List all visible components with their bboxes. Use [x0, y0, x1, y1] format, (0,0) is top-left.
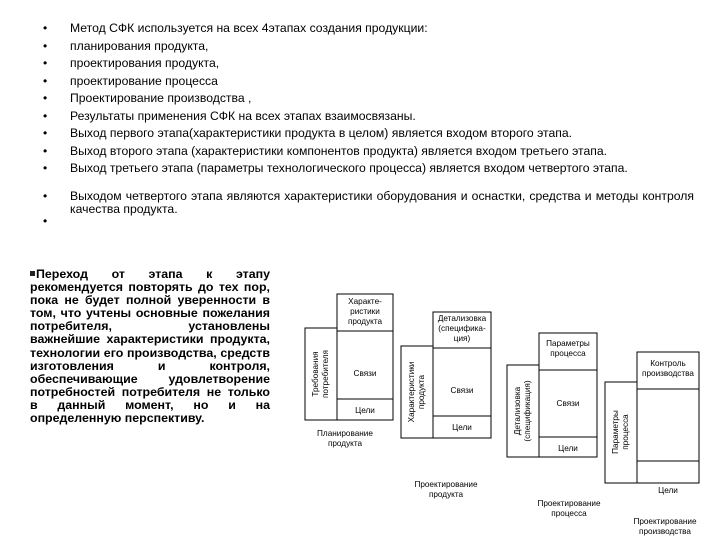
- house-2-top-line: ция): [453, 334, 471, 343]
- bullet-text: • Результаты применения СФК на всех этапах взаимосвязаны.: [70, 108, 416, 123]
- house-1-caption-line: продукта: [327, 439, 363, 448]
- bullet-text: • Метод СФК используется на всех 4этапах создания продукции:: [70, 21, 428, 35]
- house-2-bottom-label: Цели: [452, 423, 472, 432]
- house-1-caption-line: Планирование: [317, 429, 373, 438]
- house-1-top-line: ристики: [350, 307, 380, 316]
- house-1-middle-box: [337, 331, 393, 399]
- house-3-top-line: Параметры: [546, 339, 590, 348]
- house-3-top-line: процесса: [550, 349, 586, 358]
- bullet-text: • проектирование процесса: [70, 73, 218, 88]
- house-4-top-line: производства: [642, 369, 694, 378]
- house-2-caption-line: продукта: [428, 490, 464, 499]
- bullet-text: • Выход третьего этапа (параметры технологического процесса) является входом четвертого этапа.: [70, 161, 628, 175]
- house-2-side-line: Характеристики: [407, 361, 416, 423]
- house-2-caption-line: Проектирование: [414, 480, 478, 489]
- house-3-side-line: (спецификация): [523, 380, 532, 442]
- house-1-top-line: Характе-: [348, 297, 382, 306]
- house-3-caption-line: Проектирование: [537, 499, 601, 508]
- house-1-bottom-label: Цели: [355, 406, 375, 415]
- house-4-top-line: Контроль: [650, 359, 686, 368]
- bullet-text: • Выход первого этапа(характеристики продукта в целом) является входом второго этапа.: [70, 126, 573, 140]
- house-4-side-line: процесса: [621, 414, 630, 450]
- house-1-side-line: Требования: [311, 351, 320, 397]
- house-3-caption-line: процесса: [551, 509, 587, 518]
- bullet-text: • проектирования продукта,: [70, 56, 220, 70]
- house-4-bottom-box: [637, 461, 699, 483]
- bullet-text: • планирования продукта,: [70, 38, 209, 53]
- house-2-middle-box: [433, 348, 491, 416]
- house-1-middle-label: Связи: [353, 369, 377, 378]
- house-2-side-line: продукта: [417, 374, 426, 410]
- house-2-middle-label: Связи: [450, 386, 474, 395]
- house-4-bottom-label: Цели: [658, 486, 678, 495]
- bullet-text: • Выход второго этапа (характеристики компонентов продукта) является входом третьего этапа.: [70, 143, 608, 158]
- house-4-caption-line: Проектирование: [633, 517, 697, 526]
- house-4-caption-line: производства: [639, 527, 691, 536]
- bullet-text: • Проектирование производства ,: [70, 91, 252, 105]
- paragraph-text: Переход от этапа к этапу рекомендуется повторять до тех пор, пока не будет полной уверенности в том, что учтены основные пожелания потребителя, установлены важнейшие характеристики продукта, технологии его производства, средств изготовления и контроля, обеспечивающие удовлетворение потребностей потребителя не только в данный момент, но и на определенную перспективу.: [30, 267, 270, 426]
- house-2-top-line: (специфика-: [438, 324, 486, 333]
- house-1-top-line: продукта: [347, 317, 383, 326]
- house-4-middle-box: [637, 389, 699, 461]
- house-3-bottom-label: Цели: [558, 444, 578, 453]
- house-3-middle-label: Связи: [556, 399, 580, 408]
- house-1-side-line: потребителя: [321, 350, 330, 398]
- house-4-side-line: Параметры: [611, 410, 620, 454]
- house-2-top-line: Детализовка: [437, 314, 487, 323]
- house-3-side-line: Детализовка: [513, 386, 522, 436]
- bullet-text: • Выходом четвертого этапа являются характеристики оборудования и оснастки, средства и методы контроля качества продукта.: [70, 189, 694, 216]
